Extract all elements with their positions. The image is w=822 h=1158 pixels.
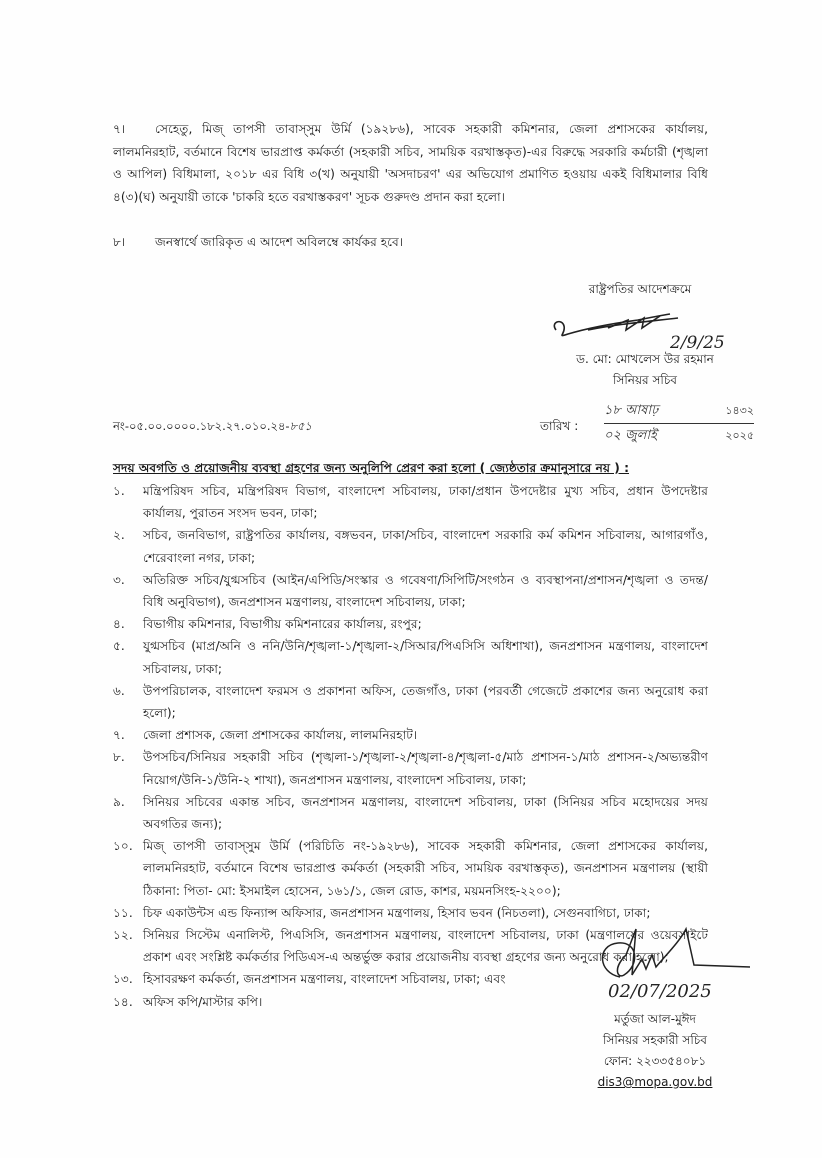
paragraph-number: ৮।	[113, 235, 126, 249]
cc-item-number: ১১.	[113, 905, 133, 920]
cc-item-text: মন্ত্রিপরিষদ সচিব, মন্ত্রিপরিষদ বিভাগ, বাংলাদেশ সচিবালয়, ঢাকা/প্রধান উপদেষ্টার মুখ্য সচিব, প্রধান উপদেষ্টার কার্যালয়, পুরাতন সংসদ ভবন, ঢাকা;	[143, 484, 708, 521]
signatory-name: ড. মো: মোখলেস উর রহমান	[576, 352, 714, 366]
sender-email-link[interactable]: dis3@mopa.gov.bd	[597, 1075, 713, 1089]
paragraph-text: জনস্বার্থে জারিকৃত এ আদেশ অবিলম্বে কার্যকর হবে।	[155, 235, 404, 249]
cc-item-number: ৮.	[113, 750, 125, 765]
date-gregorian	[604, 425, 754, 447]
cc-item-text: অতিরিক্ত সচিব/যুগ্মসচিব (আইন/এপিডি/সংস্কার ও গবেষণা/সিপিটি/সংগঠন ও ব্যবস্থাপনা/প্রশাসন/শৃঙ্খলা ও তদন্ত/বিধি অনুবিভাগ), জনপ্রশাসন মন্ত্রণালয়, বাংলাদেশ সচিবালয়, ঢাকা;	[143, 572, 708, 610]
cc-item-text: উপসচিব/সিনিয়র সহকারী সচিব (শৃঙ্খলা-১/শৃঙ্খলা-২/শৃঙ্খলা-৪/শৃঙ্খলা-৫/মাঠ প্রশাসন-১/মাঠ প্রশাসন-২/অভ্যন্তরীণ নিয়োগ/উনি-১/উনি-২ শাখা), জনপ্রশাসন মন্ত্রণালয়, বাংলাদেশ সচিবালয়, ঢাকা;	[143, 750, 708, 787]
cc-item-text: চিফ একাউন্টস এন্ড ফিন্যান্স অফিসার, জনপ্রশাসন মন্ত্রণালয়, হিসাব ভবন (নিচতলা), সেগুনবাগিচা, ঢাকা;	[143, 905, 651, 920]
cc-item-text: জেলা প্রশাসক, জেলা প্রশাসকের কার্যালয়, লালমনিরহাট।	[143, 728, 418, 743]
cc-item	[113, 613, 708, 635]
cc-item-text: সিনিয়র সিস্টেম এনালিস্ট, পিএসিসি, জনপ্রশাসন মন্ত্রণালয়, বাংলাদেশ সচিবালয়, ঢাকা (মন্ত্রণালয়ের ওয়েবসাইটে প্রকাশ এবং সংশ্লিষ্ট কর্মকর্তার পিডিএস-এ অন্তর্ভুক্ত করার প্রয়োজনীয় ব্যবস্থা গ্রহণের জন্য অনুরোধ করা হলো);	[143, 928, 708, 965]
cc-item	[113, 480, 708, 524]
senior-secretary-block	[555, 349, 735, 391]
cc-item-text: সিনিয়র সচিবের একান্ত সচিব, জনপ্রশাসন মন্ত্রণালয়, বাংলাদেশ সচিবালয়, ঢাকা (সিনিয়র সচিব মহোদয়ের সদয় অবগতির জন্য);	[143, 794, 708, 832]
cc-item	[113, 835, 708, 902]
handwritten-date: 2/9/25	[670, 333, 725, 353]
date-greg-day-month: ০২ জুলাই	[604, 428, 657, 443]
cc-item	[113, 902, 708, 924]
date-label: তারিখ :	[540, 419, 579, 433]
memo-number-prefix: নং-০৫.০০.০০০০.১৮২.২৭.০১০.২৪-	[113, 419, 290, 433]
date-divider	[604, 423, 754, 424]
date-bangla-day-month: ১৮ আষাঢ়	[604, 403, 659, 418]
sender-designation: সিনিয়র সহকারী সচিব	[603, 1033, 707, 1047]
cc-item-number: ৫.	[113, 639, 125, 654]
memo-number	[113, 418, 312, 437]
cc-item	[113, 724, 708, 746]
cc-item-number: ৯.	[113, 794, 125, 809]
cc-item-text: সচিব, জনবিভাগ, রাষ্ট্রপতির কার্যালয়, বঙ্গভবন, ঢাকা/সচিব, বাংলাদেশ সরকারি কর্ম কমিশন সচিবালয়, আগারগাঁও, শেরেবাংলা নগর, ঢাকা;	[143, 528, 708, 565]
cc-item-number: ৩.	[113, 572, 125, 587]
cc-item-text: উপপরিচালক, বাংলাদেশ ফরমস ও প্রকাশনা অফিস, তেজগাঁও, ঢাকা (পরবর্তী গেজেটে প্রকাশের জন্য অনুরোধ করা হলো);	[143, 683, 708, 721]
cc-item-number: ২.	[113, 528, 125, 543]
cc-item-text: হিসাবরক্ষণ কর্মকর্তা, জনপ্রশাসন মন্ত্রণালয়, বাংলাদেশ সচিবালয়, ঢাকা; এবং	[143, 972, 506, 987]
date-bangla	[604, 400, 754, 422]
order-line-block	[540, 279, 740, 300]
cc-item	[113, 791, 708, 835]
cc-item	[113, 746, 708, 790]
date-fraction	[604, 400, 754, 447]
paragraph-number: ৭।	[113, 122, 126, 136]
cc-item-text: অফিস কপি/মাস্টার কপি।	[143, 994, 263, 1009]
cc-item-text: মিজ্ তাপসী তাবাস্সুম উর্মি (পরিচিতি নং-১৯২৮৬), সাবেক সহকারী কমিশনার, জেলা প্রশাসকের কার্যালয়, লালমনিরহাট, বর্তমানে বিশেষ ভারপ্রাপ্ত কর্মকর্তা (সহকারী সচিব, সাময়িক বরখাস্তকৃত), জনপ্রশাসন মন্ত্রণালয় (স্থায়ী ঠিকানা: পিতা- মো: ইসমাইল হোসেন, ১৬১/১, জেল রোড, কাশর, ময়মনসিংহ-২২০০);	[143, 839, 708, 898]
cc-item-number: ৬.	[113, 683, 125, 698]
signature-senior-secretary	[548, 300, 748, 355]
paragraph-text: সেহেতু, মিজ্ তাপসী তাবাস্সুম উর্মি (১৯২৮৬), সাবেক সহকারী কমিশনার, জেলা প্রশাসকের কার্যালয়, লালমনিরহাট, বর্তমানে বিশেষ ভারপ্রাপ্ত কর্মকর্তা (সহকারী সচিব, সাময়িক বরখাস্তকৃত)-এর বিরুদ্ধে সরকারি কর্মচারী (শৃঙ্খলা ও আপিল) বিধিমালা, ২০১৮ এর বিধি ৩(খ) অনুযায়ী 'অসদাচরণ' এর অভিযোগ প্রমাণিত হওয়ায় একই বিধিমালার বিধি ৪(৩)(ঘ) অনুযায়ী তাকে 'চাকরি হতে বরখাস্তকরণ' সূচক গুরুদণ্ড প্রদান করা হলো।	[113, 122, 708, 204]
cc-item	[113, 680, 708, 724]
cc-item-text: বিভাগীয় কমিশনার, বিভাগীয় কমিশনারের কার্যালয়, রংপুর;	[143, 617, 422, 632]
paragraph-7	[113, 118, 708, 208]
memo-number-handwritten: ৮৫১	[289, 419, 312, 433]
cc-item-number: ১.	[113, 484, 125, 498]
signatory-designation: সিনিয়র সচিব	[613, 373, 677, 387]
cc-item-number: ৪.	[113, 617, 125, 632]
cc-item	[113, 635, 708, 679]
order-line: রাষ্ট্রপতির আদেশক্রমে	[588, 282, 692, 296]
date-bangla-year: ১৪৩২	[725, 404, 754, 417]
cc-item	[113, 524, 708, 568]
sender-phone: ফোন: ২২৩৩৫৪০৮১	[603, 1054, 707, 1068]
paragraph-8	[113, 231, 708, 254]
handwritten-date: 02/07/2025	[608, 981, 712, 1000]
cc-item-text: যুগ্মসচিব (মাপ্র/অনি ও ননি/উনি/শৃঙ্খলা-১/শৃঙ্খলা-২/সিআর/পিএসিসি অধিশাখা), জনপ্রশাসন মন্ত্রণালয়, বাংলাদেশ সচিবালয়, ঢাকা;	[143, 639, 708, 676]
cc-item-number: ১২.	[113, 928, 133, 943]
cc-heading: সদয় অবগতি ও প্রয়োজনীয় ব্যবস্থা গ্রহণের জন্য অনুলিপি প্রেরণ করা হলো ( জ্যেষ্ঠতার ক্রমানুসারে নয় ) :	[113, 461, 629, 475]
sender-name: মর্তুজা আল-মুঈদ	[614, 1012, 696, 1026]
cc-item-number: ১৪.	[113, 994, 133, 1009]
date-greg-year: ২০২৫	[725, 429, 754, 442]
sender-block	[565, 1009, 745, 1093]
cc-item-number: ১০.	[113, 839, 133, 854]
memo-date	[540, 400, 760, 450]
cc-item-number: ১৩.	[113, 972, 133, 987]
cc-item	[113, 569, 708, 613]
signature-sender	[590, 925, 760, 1000]
cc-item-number: ৭.	[113, 728, 125, 743]
